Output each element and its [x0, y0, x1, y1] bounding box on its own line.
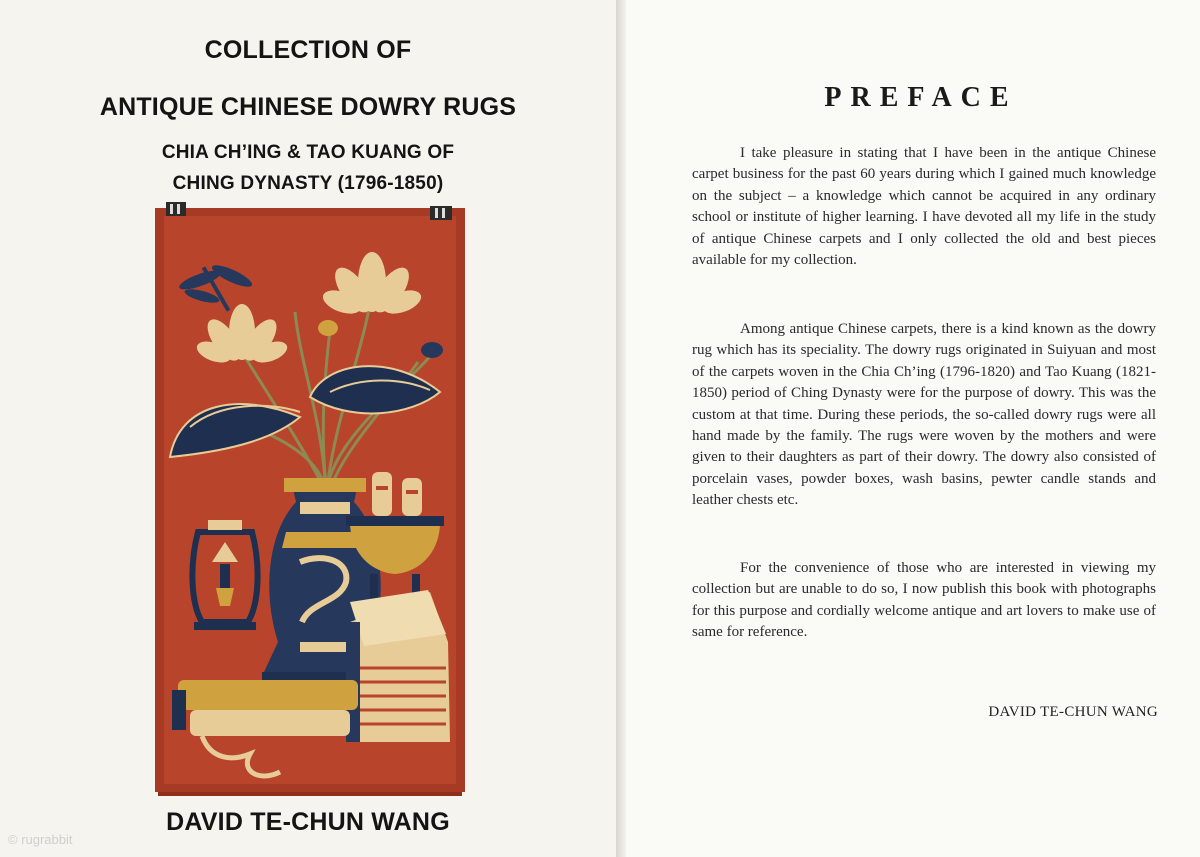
rug-illustration — [150, 202, 470, 798]
cover-title-line-2: ANTIQUE CHINESE DOWRY RUGS — [99, 93, 517, 121]
preface-signature: DAVID TE-CHUN WANG — [988, 704, 1158, 720]
cover-subtitle-line-2: CHING DYNASTY (1796-1850) — [172, 173, 444, 194]
preface-paragraph: I take pleasure in stating that I have been in the antique Chinese carpet business for the past 60 years during which I gained much knowledge on the subject – a knowledge which cannot be acquired in any ordinary school or institute of higher learning. I have devoted all my life in the study of antique Chinese carpets and I only collected the old and best pieces available for my collection. — [692, 145, 1156, 269]
cover-subtitle-line-1: CHIA CH’ING & TAO KUANG OF — [161, 142, 455, 163]
book-stack — [346, 590, 450, 742]
preface-heading: PREFACE — [824, 82, 1018, 113]
watermark-text: © rugrabbit — [8, 832, 73, 847]
cover-title-line-1: COLLECTION OF — [204, 36, 412, 64]
page-spine-shadow — [616, 0, 626, 857]
cover-author: DAVID TE-CHUN WANG — [166, 808, 450, 836]
preface-paragraph: For the convenience of those who are interested in viewing my collection but are unable to do so, I now publish this book with photographs for this purpose and cordially welcome antique and art lovers to make use of same for reference. — [692, 560, 1156, 641]
preface-paragraph: Among antique Chinese carpets, there is a kind known as the dowry rug which has its speciality. The dowry rugs originated in Suiyuan and most of the carpets woven in the Chia Ch’ing (1796-1820) and Tao Kuang (1821-1850) period of Ching Dynasty were for the purpose of dowry. This was the custom at that time. During these periods, the so-called dowry rugs were all hand made by the family. The rugs were woven by the mothers and were given to their daughters as part of their dowry. The dowry also consisted of porcelain vases, powder boxes, wash basins, pewter candle stands and leather chests etc. — [692, 321, 1156, 509]
hanging-tab-right — [430, 206, 452, 220]
hanging-tab-left — [166, 202, 186, 216]
